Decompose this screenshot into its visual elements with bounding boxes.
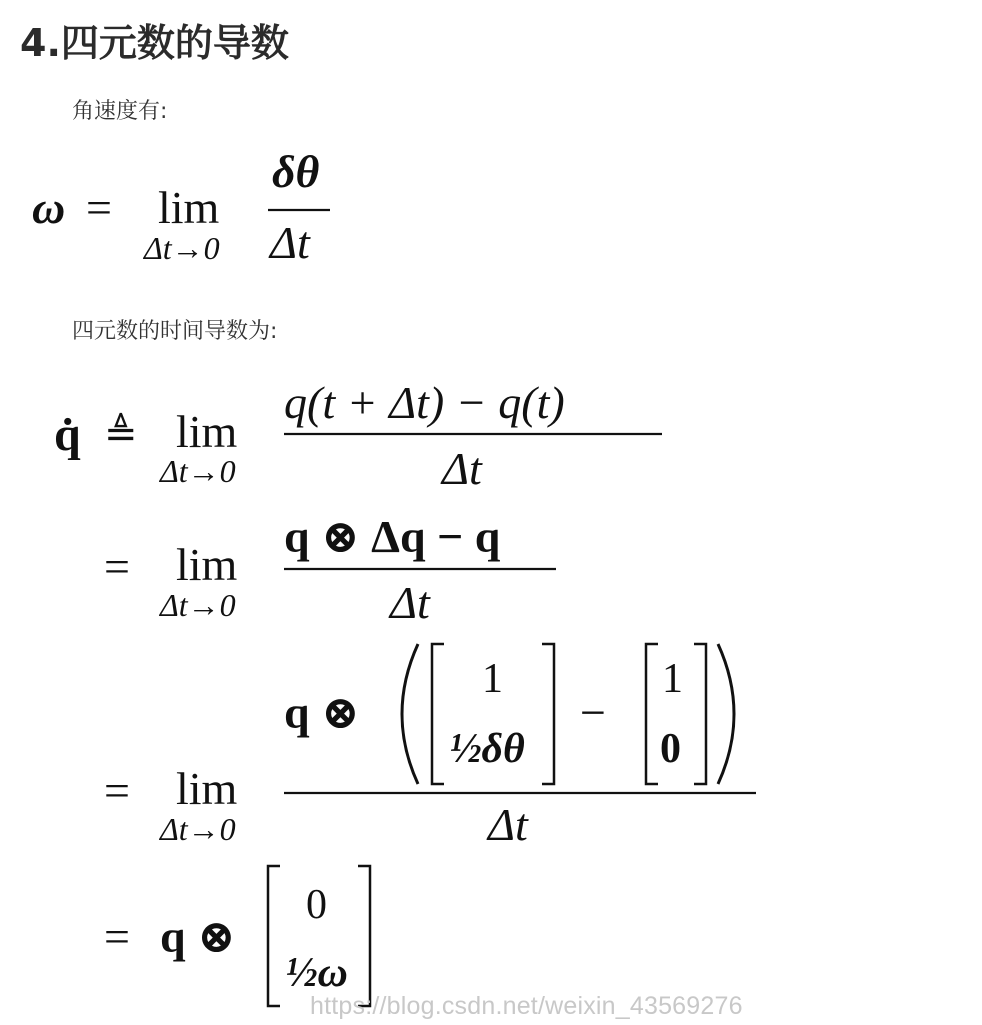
equals-sign: = (86, 182, 112, 233)
matrix-a-row-1: 1 (482, 656, 503, 702)
right-parenthesis (718, 644, 734, 784)
fraction-numerator: δθ (272, 146, 320, 197)
matrix-b-row-1: 1 (662, 656, 683, 702)
derivative-line-1 (54, 377, 662, 494)
watermark-url: https://blog.csdn.net/weixin_43569276 (310, 992, 743, 1020)
equals-sign: = (104, 911, 130, 962)
q-otimes: q ⊗ (160, 911, 236, 962)
equals-sign: = (104, 765, 130, 816)
matrix-b-right-bracket (694, 644, 706, 784)
derivative-line-4 (104, 866, 370, 1006)
limit-subscript: Δt→0 (144, 230, 220, 266)
angular-velocity-equation (32, 146, 330, 268)
matrix-a-right-bracket (542, 644, 554, 784)
angular-velocity-intro: 角速度有: (72, 99, 168, 124)
defined-as-sign: ≜ (104, 411, 138, 456)
fraction-numerator: q(t + Δt) − q(t) (284, 377, 565, 428)
fraction-denominator: Δt (270, 217, 310, 268)
limit-operator: lim (158, 182, 220, 233)
fraction-denominator: Δt (390, 577, 430, 628)
matrix-a-row-2: ½δθ (450, 726, 525, 772)
matrix-row-2: ½ω (286, 950, 348, 996)
matrix-b-row-2: 0 (660, 726, 681, 772)
fraction-denominator: Δt (488, 799, 528, 850)
q-otimes: q ⊗ (284, 687, 360, 738)
quaternion-derivative-intro: 四元数的时间导数为: (72, 319, 278, 344)
limit-subscript: Δt→0 (160, 811, 236, 847)
matrix-row-1: 0 (306, 882, 327, 928)
section-heading: 4.四元数的导数 (20, 21, 289, 65)
left-parenthesis (402, 644, 418, 784)
derivative-line-2 (104, 511, 556, 628)
omega-symbol: ω (32, 182, 66, 233)
equals-sign: = (104, 541, 130, 592)
derivative-line-3 (104, 644, 756, 850)
matrix-right-bracket (358, 866, 370, 1006)
limit-operator: lim (176, 763, 238, 814)
minus-sign: − (580, 687, 606, 738)
limit-operator: lim (176, 406, 238, 457)
q-dot-symbol: q̇ (54, 408, 81, 461)
matrix-left-bracket (268, 866, 280, 1006)
fraction-denominator: Δt (442, 443, 482, 494)
matrix-b-left-bracket (646, 644, 658, 784)
limit-operator: lim (176, 539, 238, 590)
limit-subscript: Δt→0 (160, 587, 236, 623)
limit-subscript: Δt→0 (160, 453, 236, 489)
fraction-numerator: q ⊗ Δq − q (284, 511, 501, 562)
matrix-a-left-bracket (432, 644, 444, 784)
